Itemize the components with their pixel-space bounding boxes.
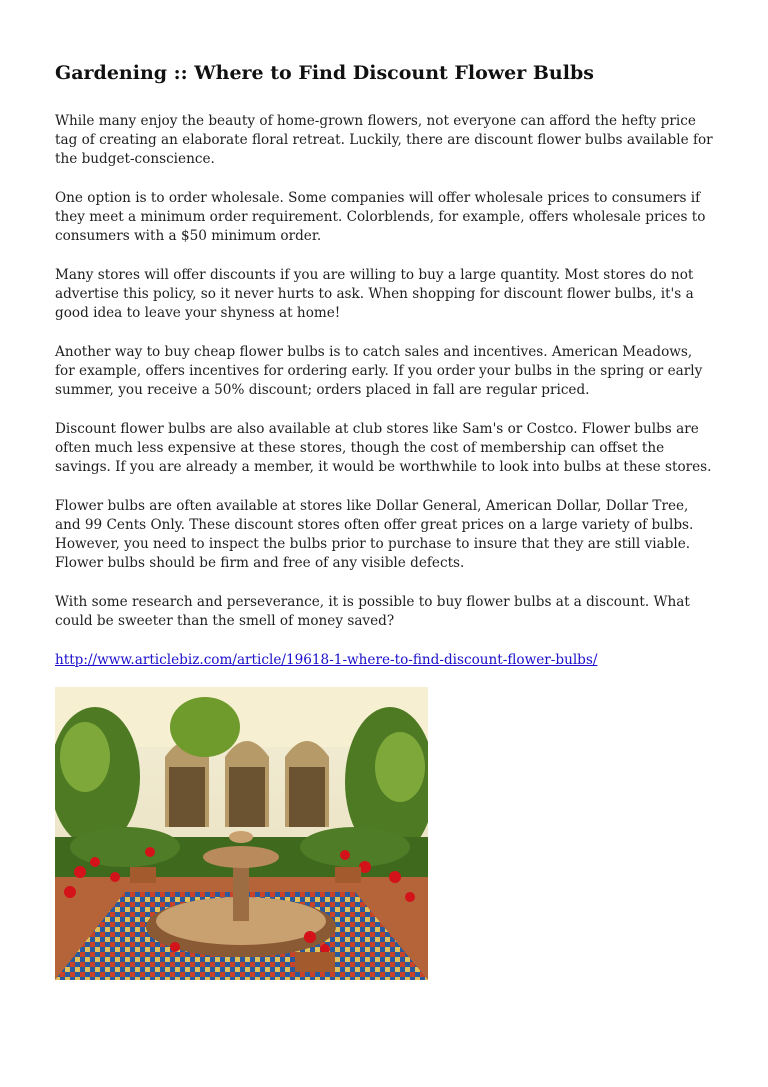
article-title: Gardening :: Where to Find Discount Flower Bulbs <box>55 62 594 84</box>
paragraph-conclusion: With some research and perseverance, it is possible to buy flower bulbs at a discount. What could be sweeter than the smell of money saved? <box>55 594 690 629</box>
paragraph-dollar-stores: Flower bulbs are often available at stores like Dollar General, American Dollar, Dollar Tree, and 99 Cents Only. These discount stores often offer great prices on a large variety of bulbs. However, you need to inspect the bulbs prior to purchase to insure that they are still viable. Flower bulbs should be firm and free of any visible defects. <box>55 498 694 571</box>
paragraph-sales: Another way to buy cheap flower bulbs is to catch sales and incentives. American Meadows, for example, offers incentives for ordering early. If you order your bulbs in the spring or early summer, you receive a 50% discount; orders placed in fall are regular priced. <box>55 344 703 398</box>
garden-fountain-photo <box>55 687 428 980</box>
source-link[interactable]: http://www.articlebiz.com/article/19618-1-where-to-find-discount-flower-bulbs/ <box>55 652 598 668</box>
paragraph-club-stores: Discount flower bulbs are also available at club stores like Sam's or Costco. Flower bulbs are often much less expensive at these stores, though the cost of membership can offset the savings. If you are already a member, it would be worthwhile to look into bulbs at these stores. <box>55 421 712 475</box>
paragraph-quantity: Many stores will offer discounts if you are willing to buy a large quantity. Most stores do not advertise this policy, so it never hurts to ask. When shopping for discount flower bulbs, it's a good idea to leave your shyness at home! <box>55 267 694 321</box>
paragraph-intro: While many enjoy the beauty of home-grown flowers, not everyone can afford the hefty price tag of creating an elaborate floral retreat. Luckily, there are discount flower bulbs available for the budget-conscience. <box>55 113 713 167</box>
document-page <box>55 58 715 980</box>
paragraph-wholesale: One option is to order wholesale. Some companies will offer wholesale prices to consumers if they meet a minimum order requirement. Colorblends, for example, offers wholesale prices to consumers with a $50 minimum order. <box>55 190 706 244</box>
